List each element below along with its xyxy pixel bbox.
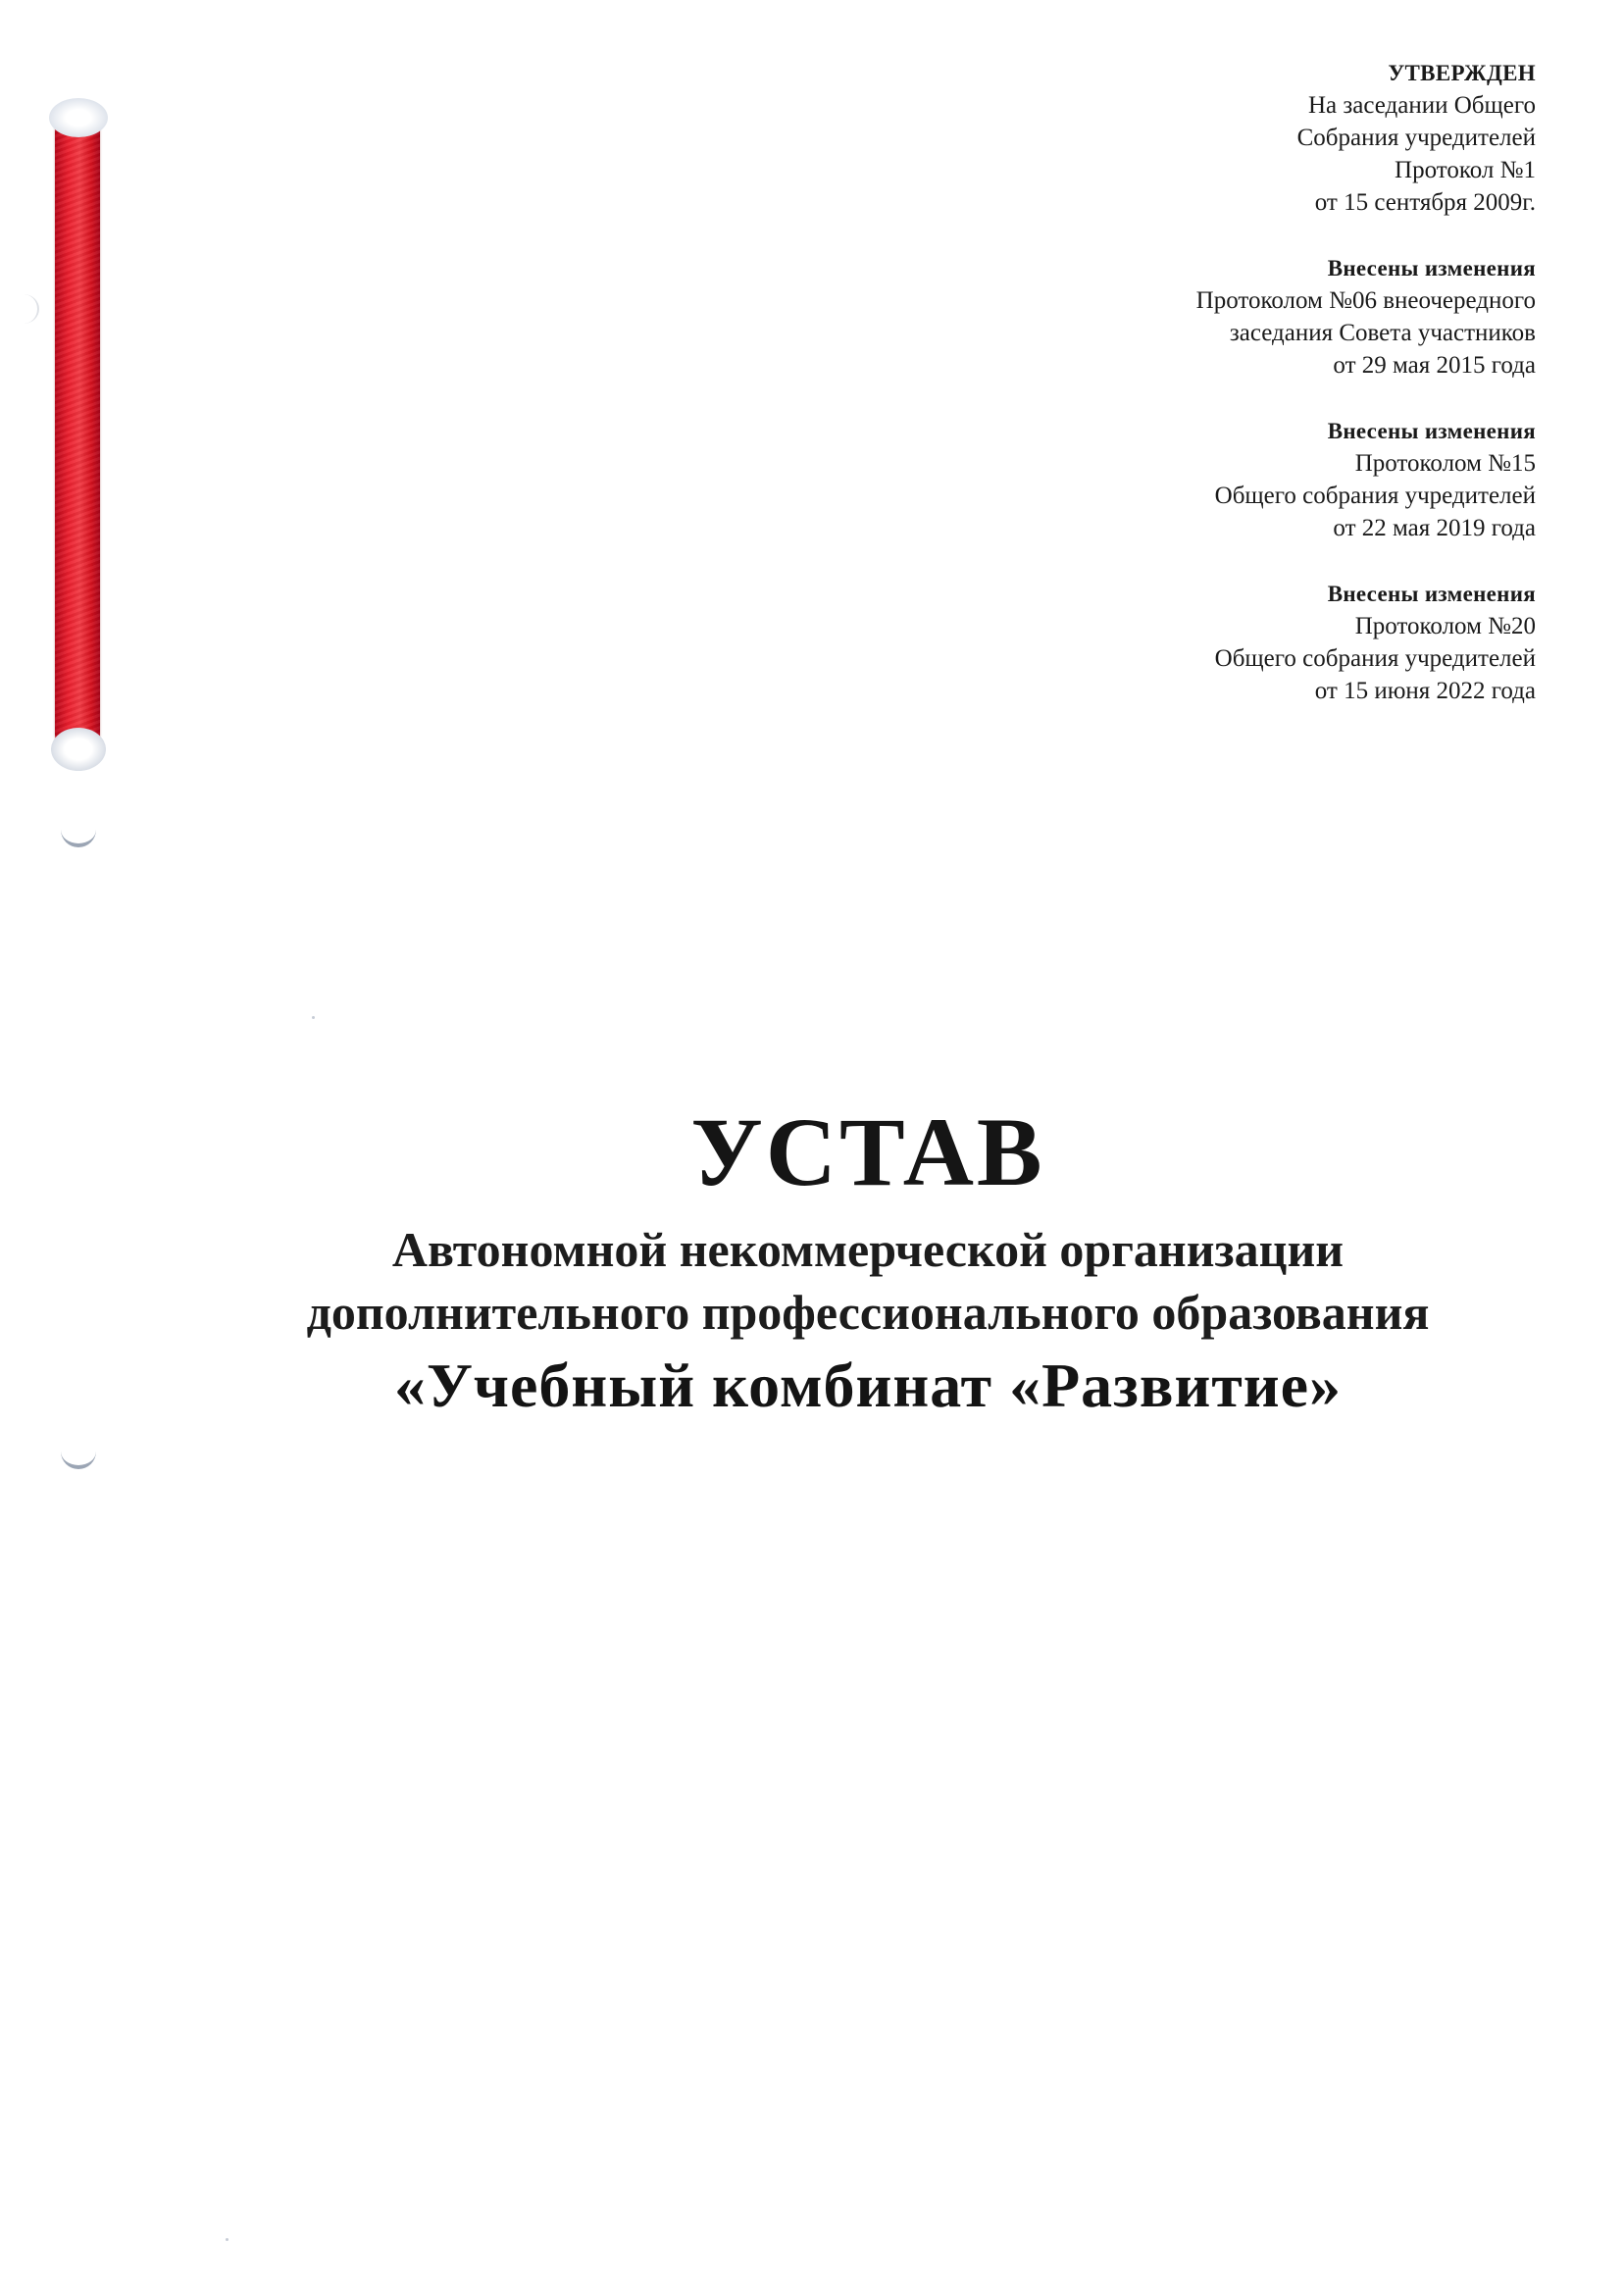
- document-subtitle-line: Автономной некоммерческой организации: [391, 1222, 1345, 1277]
- amendment-line: от 22 мая 2019 года: [1333, 515, 1536, 541]
- document-title-block: [196, 1098, 1540, 1426]
- amendment-line: Общего собрания учредителей: [1214, 645, 1536, 672]
- binding-knot-bottom: [51, 728, 106, 771]
- document-title: УСТАВ: [690, 1097, 1045, 1206]
- amendment-line: от 15 июня 2022 года: [1314, 678, 1536, 704]
- amendment-group: [987, 415, 1536, 544]
- amendment-line: заседания Совета участников: [1229, 320, 1536, 346]
- binding-ribbon: [55, 110, 100, 752]
- approval-heading: УТВЕРЖДЕН: [1388, 61, 1536, 85]
- approval-group: [987, 57, 1536, 219]
- amendment-heading: Внесены изменения: [1327, 419, 1536, 443]
- scan-speck: [226, 2238, 228, 2241]
- approval-stamps: [987, 57, 1536, 740]
- approval-line: На заседании Общего: [1308, 92, 1536, 119]
- binding-hole: [61, 830, 96, 847]
- binding-knot-top: [49, 98, 108, 137]
- amendment-group: [987, 578, 1536, 707]
- amendment-line: от 29 мая 2015 года: [1333, 352, 1536, 379]
- approval-line: от 15 сентября 2009г.: [1314, 189, 1536, 216]
- amendment-line: Протоколом №20: [1354, 613, 1536, 639]
- document-subtitle-line: дополнительного профессионального образования: [306, 1285, 1430, 1340]
- amendment-line: Протоколом №06 внеочередного: [1195, 287, 1536, 314]
- amendment-line: Общего собрания учредителей: [1214, 483, 1536, 509]
- organization-name: «Учебный комбинат «Развитие»: [393, 1351, 1343, 1420]
- punch-hole-mark: [8, 294, 39, 324]
- approval-line: Собрания учредителей: [1296, 125, 1536, 151]
- amendment-heading: Внесены изменения: [1327, 582, 1536, 606]
- scan-speck: [312, 1016, 315, 1019]
- amendment-group: [987, 252, 1536, 382]
- amendment-heading: Внесены изменения: [1327, 256, 1536, 280]
- binding-hole: [61, 1452, 96, 1469]
- approval-line: Протокол №1: [1395, 157, 1536, 183]
- amendment-line: Протоколом №15: [1354, 450, 1536, 477]
